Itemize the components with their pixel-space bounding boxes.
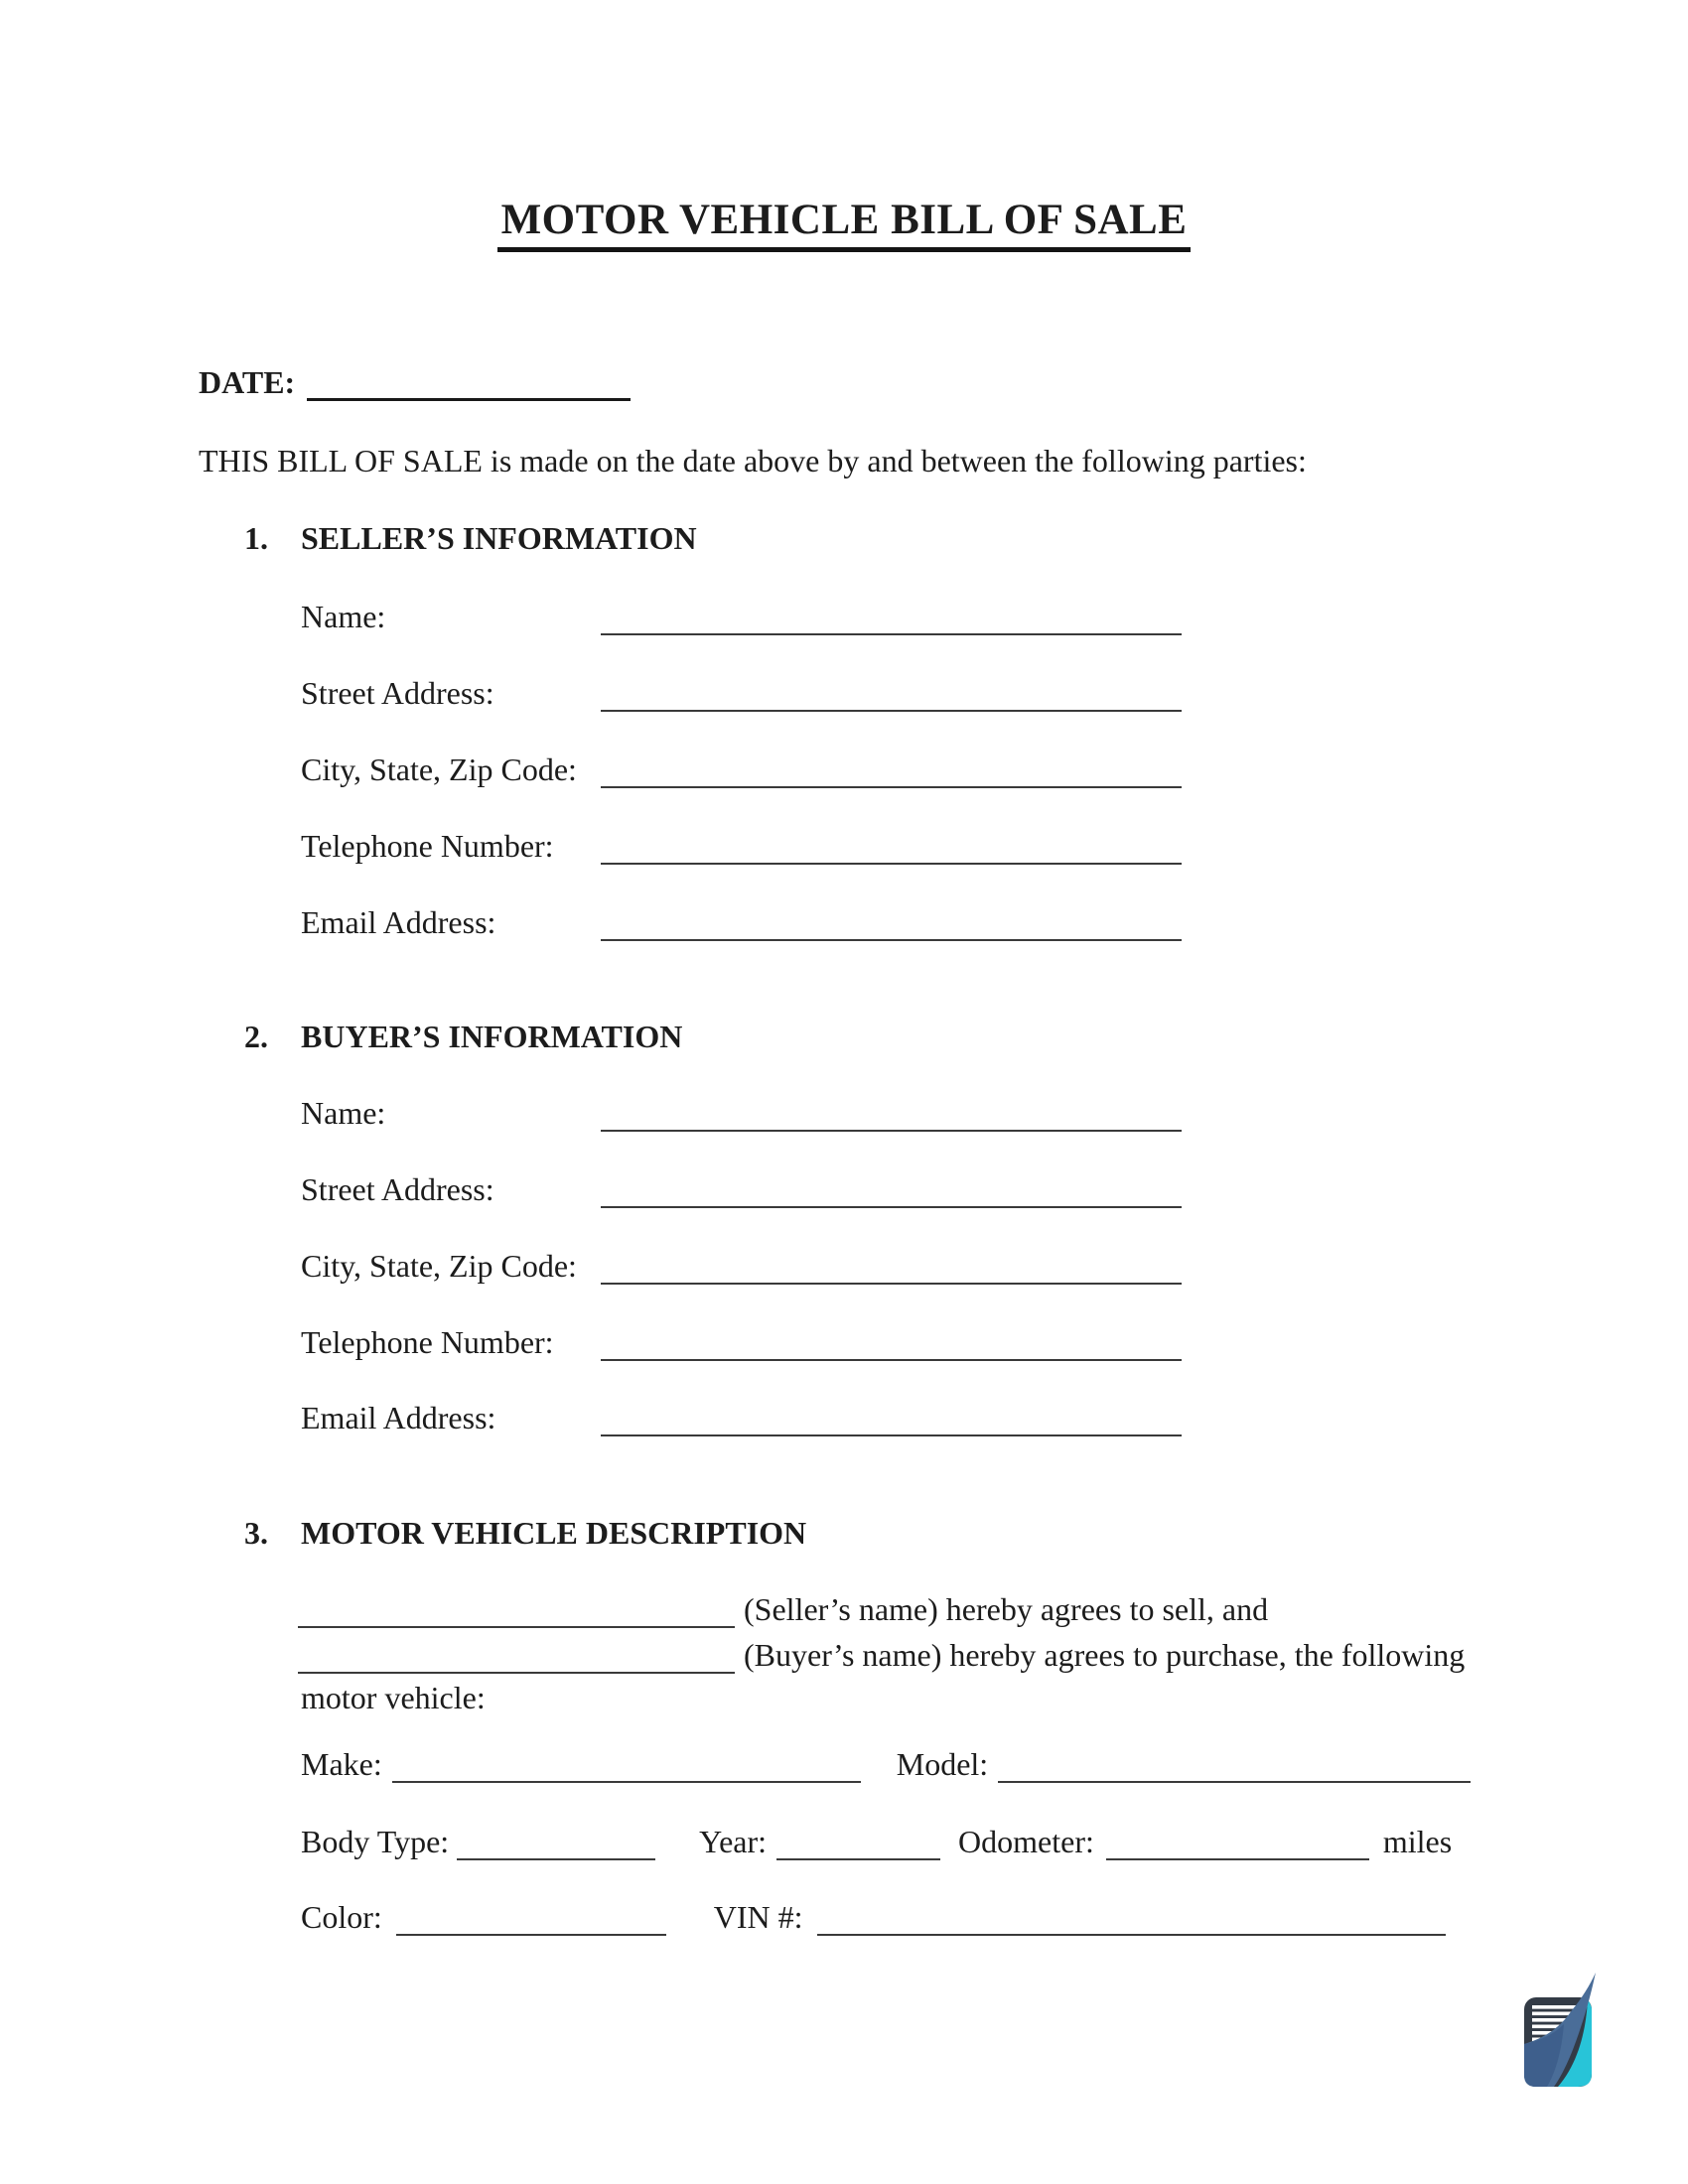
buyer-name-row (301, 1092, 1182, 1132)
section-number: 3. (244, 1515, 268, 1551)
buyer-city-state-zip-row (301, 1245, 1182, 1285)
miles-suffix-label: miles (1382, 1824, 1453, 1859)
seller-email-row (301, 901, 1182, 941)
seller-name-row (301, 596, 1182, 635)
seller-phone-label: Telephone Number: (301, 828, 554, 864)
seller-city-state-zip-label: City, State, Zip Code: (301, 751, 577, 787)
seller-street-row (301, 672, 1182, 712)
seller-phone-row (301, 825, 1182, 865)
section-buyer-heading-row (244, 1019, 682, 1055)
section-vehicle-heading-row (244, 1515, 806, 1552)
model-input[interactable] (998, 1781, 1471, 1783)
buyer-street-input[interactable] (601, 1206, 1182, 1208)
seller-city-state-zip-row (301, 749, 1182, 788)
section-number: 2. (244, 1019, 268, 1054)
model-label: Model: (896, 1746, 989, 1782)
seller-city-state-zip-input[interactable] (601, 786, 1182, 788)
odometer-label: Odometer: (958, 1824, 1094, 1859)
vin-label: VIN #: (713, 1899, 803, 1935)
agreement-buyer-suffix: (Buyer’s name) hereby agrees to purchase, the following (744, 1637, 1466, 1673)
intro-text: THIS BILL OF SALE is made on the date above by and between the following parties: (199, 443, 1307, 478)
buyer-phone-label: Telephone Number: (301, 1324, 554, 1360)
seller-phone-input[interactable] (601, 863, 1182, 865)
agreement-buyer-name-input[interactable] (298, 1672, 735, 1674)
buyer-city-state-zip-label: City, State, Zip Code: (301, 1248, 577, 1284)
section-heading-vehicle: MOTOR VEHICLE DESCRIPTION (301, 1515, 807, 1551)
buyer-phone-row (301, 1321, 1182, 1361)
page-title: MOTOR VEHICLE BILL OF SALE (497, 196, 1192, 252)
buyer-email-input[interactable] (601, 1434, 1182, 1436)
body-type-input[interactable] (457, 1858, 655, 1860)
buyer-email-row (301, 1397, 1182, 1436)
seller-email-label: Email Address: (301, 904, 496, 940)
seller-email-input[interactable] (601, 939, 1182, 941)
buyer-street-row (301, 1168, 1182, 1208)
buyer-name-label: Name: (301, 1095, 386, 1131)
make-label: Make: (301, 1746, 382, 1782)
section-heading-buyer: BUYER’S INFORMATION (301, 1019, 683, 1054)
agreement-buyer-line (298, 1634, 1465, 1674)
year-input[interactable] (776, 1858, 940, 1860)
agreement-seller-line (298, 1588, 1268, 1628)
seller-street-input[interactable] (601, 710, 1182, 712)
agreement-tail-text: motor vehicle: (301, 1680, 486, 1715)
buyer-email-label: Email Address: (301, 1400, 496, 1435)
date-row (199, 363, 631, 401)
make-input[interactable] (392, 1781, 861, 1783)
date-input[interactable] (307, 398, 631, 401)
body-type-label: Body Type: (301, 1824, 450, 1859)
seller-street-label: Street Address: (301, 675, 494, 711)
color-input[interactable] (396, 1934, 666, 1936)
seller-name-label: Name: (301, 599, 386, 634)
body-year-odometer-row (301, 1821, 1452, 1860)
agreement-seller-suffix: (Seller’s name) hereby agrees to sell, and (744, 1591, 1269, 1627)
title-container (0, 196, 1688, 252)
color-label: Color: (301, 1899, 382, 1935)
section-number: 1. (244, 520, 268, 556)
formspal-document-logo-icon (1520, 1973, 1600, 2087)
buyer-city-state-zip-input[interactable] (601, 1283, 1182, 1285)
color-vin-row (301, 1896, 1446, 1936)
odometer-input[interactable] (1106, 1858, 1369, 1860)
buyer-name-input[interactable] (601, 1130, 1182, 1132)
year-label: Year: (699, 1824, 768, 1859)
seller-name-input[interactable] (601, 633, 1182, 635)
section-seller-heading-row (244, 520, 697, 557)
buyer-street-label: Street Address: (301, 1171, 494, 1207)
section-heading-seller: SELLER’S INFORMATION (301, 520, 697, 556)
vin-input[interactable] (817, 1934, 1446, 1936)
date-label: DATE: (199, 364, 296, 400)
buyer-phone-input[interactable] (601, 1359, 1182, 1361)
make-model-row (301, 1743, 1471, 1783)
agreement-seller-name-input[interactable] (298, 1626, 735, 1628)
